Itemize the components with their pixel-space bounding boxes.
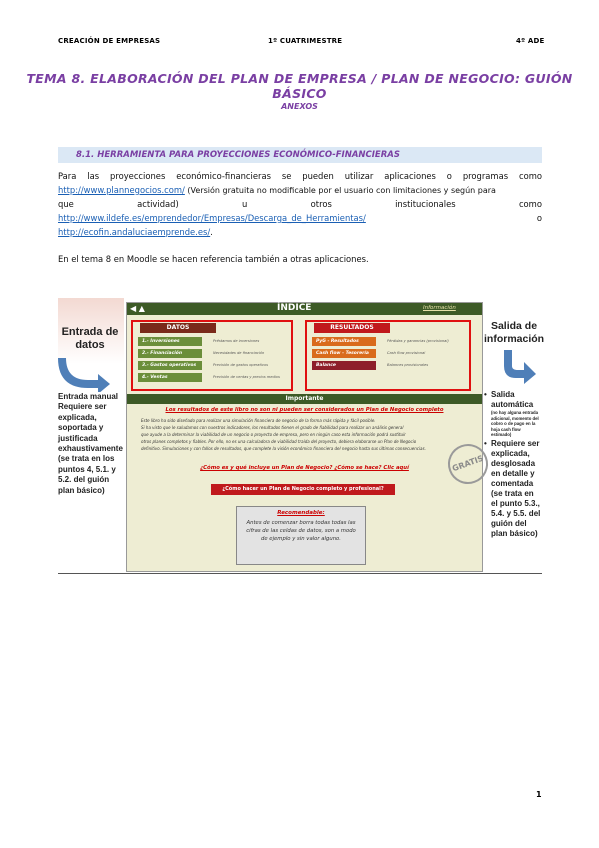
- recommendation-title: Recomendable:: [277, 510, 325, 516]
- paragraph-line: Para las proyecciones económico-financieras se pueden utilizar aplicaciones o programas como: [58, 171, 542, 181]
- btn-financiacion[interactable]: 2.- Financiación: [138, 349, 202, 358]
- paragraph-word: que: [58, 199, 74, 209]
- btn-gastos[interactable]: 3.- Gastos operativos: [138, 361, 202, 370]
- header-term: 1º CUATRIMESTRE: [268, 37, 343, 45]
- important-text-line: otros planes completos y fiables. Por ello, no es una calculadora de viabilidad traída del proyecto, debiera elaborarse un Plan de Negocio: [141, 439, 417, 444]
- info-link[interactable]: Información: [423, 305, 456, 311]
- nav-arrows-icon[interactable]: ◀ ▲: [130, 304, 145, 313]
- datos-heading: DATOS: [140, 323, 216, 333]
- important-text-line: que ayude a la determinar la viabilidad de un negocio o proyecto de empresa, pero en ningún caso esta información podrá sustituir: [141, 432, 406, 437]
- btn-cashflow[interactable]: Cash flow - Tesorería: [312, 349, 376, 358]
- desc-ventas: Previsión de ventas y precios medios: [213, 375, 280, 379]
- plan-link[interactable]: ¿Cómo es y qué incluye un Plan de Negocio? ¿Cómo se hace? Clic aquí: [200, 465, 409, 471]
- important-text-line: Si ha visto que le saludamos con nuestros indicadores, los resultados tienen el grado de fiabilidad para realizar un análisis general: [141, 425, 404, 430]
- desc-financiacion: Necesidades de financiación: [213, 351, 265, 355]
- paragraph-line: [58, 198, 542, 212]
- tool-topbar: [127, 303, 482, 315]
- resultados-panel: [305, 320, 471, 391]
- tool-screenshot: [126, 302, 483, 572]
- paragraph-word: institucionales: [395, 199, 456, 209]
- recommendation-box: [236, 506, 366, 565]
- paragraph-moodle: En el tema 8 en Moodle se hacen referencia también a otras aplicaciones.: [58, 254, 369, 264]
- paragraph-line: [58, 184, 542, 198]
- paragraph-word: u: [242, 199, 248, 209]
- datos-panel: [131, 320, 293, 391]
- btn-pyg[interactable]: PyG - Resultados: [312, 337, 376, 346]
- recommendation-body: Antes de comenzar borra todas todas las cifras de las celdas de datos, son a modo de ejemplo y sin valor alguno.: [246, 520, 356, 542]
- desc-pyg: Pérdidas y ganancias (provisional): [387, 339, 449, 343]
- desc-balance: Balances provisionales: [387, 363, 429, 367]
- desc-inversiones: Préstamos de inversiones: [213, 339, 260, 343]
- paragraph-line: [58, 212, 542, 226]
- desc-cashflow: Cash flow provisional: [387, 351, 426, 355]
- page-subtitle: ANEXOS: [281, 102, 318, 111]
- header-degree: 4º ADE: [516, 37, 545, 45]
- important-bar: Importante: [127, 394, 482, 404]
- btn-balance[interactable]: Balance: [312, 361, 376, 370]
- gratis-stamp: GRATIS: [442, 438, 493, 489]
- desc-gastos: Previsión de gastos operativos: [213, 363, 269, 367]
- plan-complete-button[interactable]: ¿Cómo hacer un Plan de Negocio completo y profesional?: [211, 484, 395, 495]
- paragraph-text: .: [210, 227, 213, 237]
- arrow-down-right-icon: [498, 350, 538, 384]
- important-text-line: definitivo. Simulaciones y con fallos de resultados, que complete la visión económico financiera del negocio hasta sus últimas consecuencias.: [141, 446, 426, 451]
- page-title: TEMA 8. ELABORACIÓN DEL PLAN DE EMPRESA / PLAN DE NEGOCIO: GUIÓN BÁSICO: [26, 71, 573, 101]
- section-heading-bar: [58, 147, 542, 163]
- important-text-line: Este libro ha sido diseñado para realizar una simulación financiera de negocio de la forma más rápida y fácil posible.: [141, 418, 376, 423]
- paragraph-word: actividad): [137, 199, 179, 209]
- page-number: 1: [536, 790, 542, 799]
- salida-list: [484, 390, 542, 539]
- header-course: CREACIÓN DE EMPRESAS: [58, 37, 161, 45]
- salida-title: Salida de información: [484, 320, 545, 345]
- important-warning: Los resultados de este libro no son ni pueden ser considerados un Plan de Negocio completo: [165, 407, 444, 413]
- index-title: ÍNDICE: [277, 303, 312, 313]
- salida-item-text: Salida automática: [491, 390, 534, 409]
- salida-item-text: Requiere ser explicada, desglosada en detalle y comentada (se trata en el punto 5.3., 5.4. y 5.5. del guión del plan básico): [491, 438, 541, 538]
- link-ildefe[interactable]: http://www.ildefe.es/emprendedor/Empresas/Descarga_de_Herramientas/: [58, 213, 366, 223]
- btn-ventas[interactable]: 4.- Ventas: [138, 373, 202, 382]
- salida-item: • Requiere ser explicada, desglosada en detalle y comentada (se trata en el punto 5.3., 5.4. y 5.5. del guión del plan básico): [484, 438, 541, 538]
- btn-inversiones[interactable]: 1.- Inversiones: [138, 337, 202, 346]
- paragraph-word: o: [536, 213, 542, 223]
- resultados-heading: RESULTADOS: [314, 323, 390, 333]
- entrada-description: Entrada manual Requiere ser explicada, soportada y justificada exhaustivamente (se trata en los puntos 4, 5.1. y 5.2. del guión plan básico): [58, 392, 123, 495]
- paragraph-text: (Versión gratuita no modificable por el usuario con limitaciones y según para: [184, 186, 496, 195]
- entrada-title: Entrada de datos: [61, 326, 119, 351]
- section-heading: 8.1. HERRAMIENTA PARA PROYECCIONES ECONÓMICO-FINANCIERAS: [76, 150, 400, 160]
- paragraph-word: otros: [310, 199, 332, 209]
- salida-note: (no hay alguna entrada adicional, momento del cobro o de pago en la hoja cash flow estimado): [491, 410, 539, 438]
- paragraph-line: [58, 226, 213, 240]
- salida-item: • Salida automática: [484, 390, 542, 410]
- link-plannegocios[interactable]: http://www.plannegocios.com/: [58, 185, 185, 195]
- paragraph-word: como: [518, 199, 542, 209]
- figure-bottom-rule: [58, 573, 542, 574]
- link-ecofin[interactable]: http://ecofin.andaluciaemprende.es/: [58, 227, 211, 237]
